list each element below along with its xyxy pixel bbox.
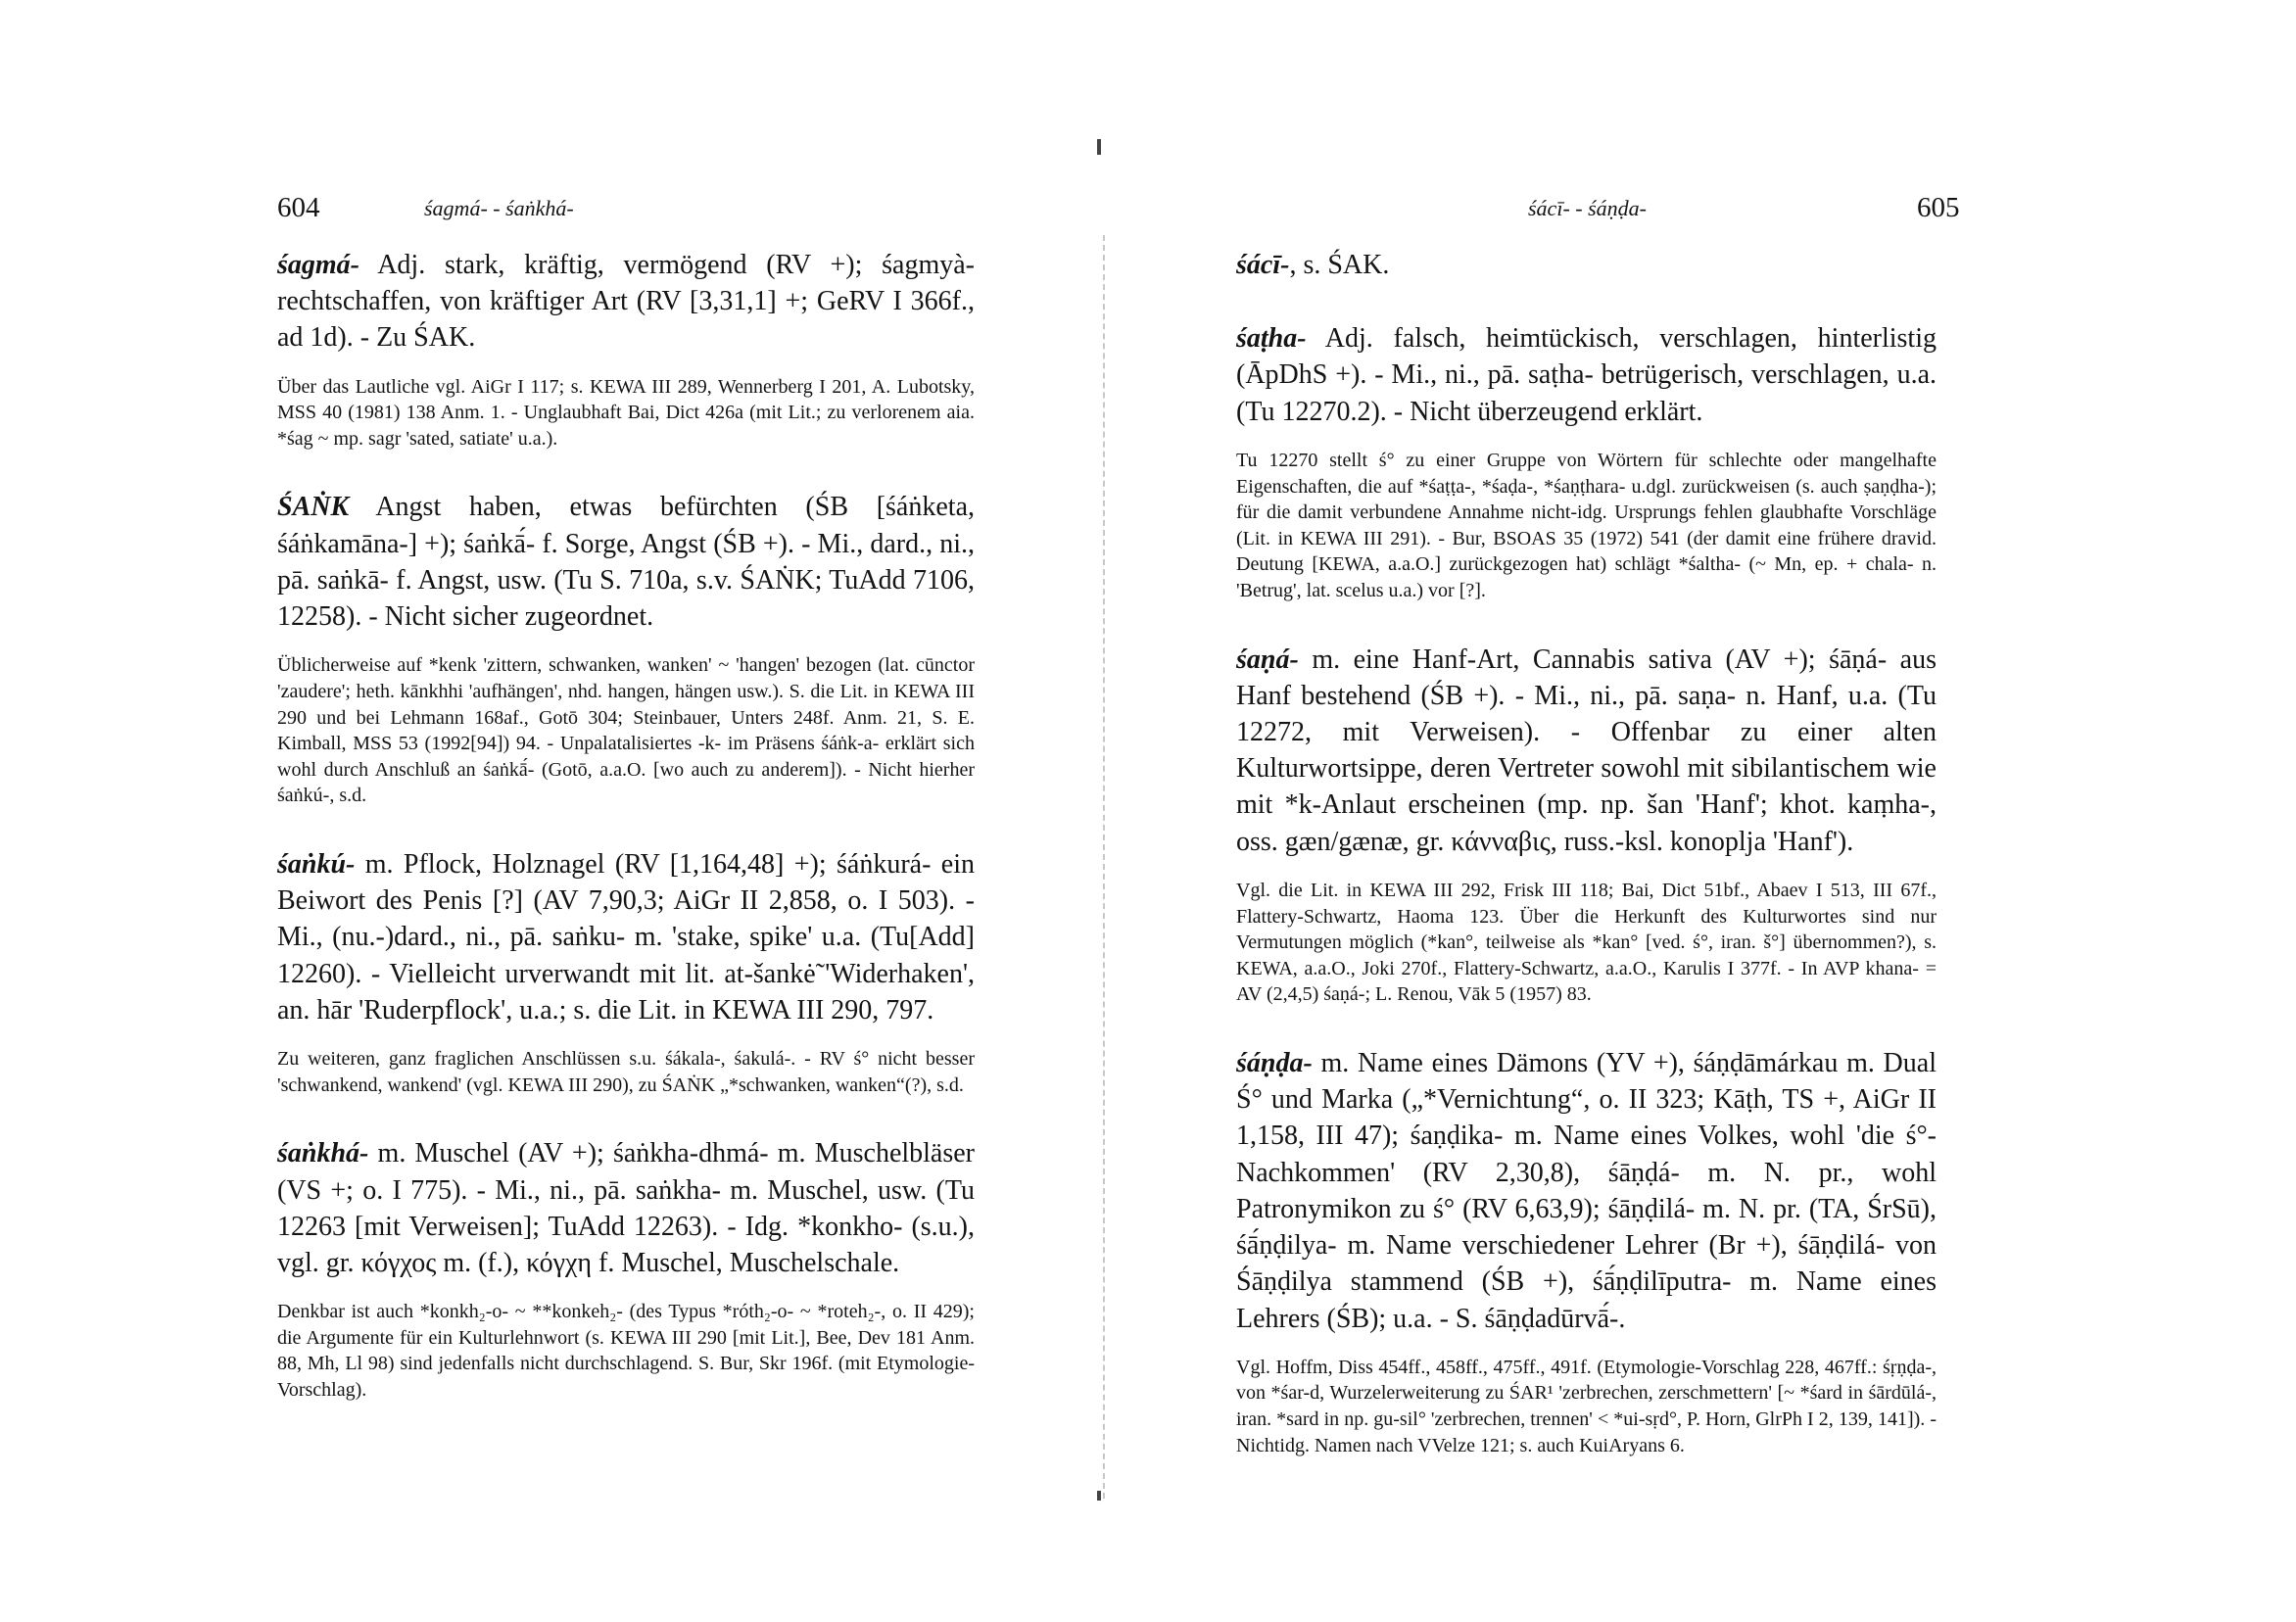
entry-note: Üblicherweise auf *kenk 'zittern, schwanken, wanken' ~ 'hangen' bezogen (lat. cūnctor 'zaudere'; heth. kānkhhi 'aufhängen', nhd. hangen, hängen usw.). S. die Lit. in KEWA III 290 und bei Lehmann 168af., Gotō 304; Steinbauer, Unters 248f. Anm. 21, S. E. Kimball, MSS 53 (1992[94]) 94. - Unpalatalisiertes -k- im Präsens śáṅk-a- erklärt sich wohl durch Anschluß an śaṅkā́- (Gotō, a.a.O. [wo auch zu anderem]). - Nicht hierher śaṅkú-, s.d. — [277, 654, 975, 807]
entry-headword: śácī- — [1236, 250, 1290, 280]
dictionary-entry — [1236, 1045, 1937, 1458]
dictionary-entry — [277, 846, 975, 1098]
entry-definition: Adj. falsch, heimtückisch, verschlagen, hinterlistig (ĀpDhS +). - Mi., ni., pā. saṭha- betrügerisch, verschlagen, u.a. (Tu 12270.2). - Nicht überzeugend erklärt. — [1236, 323, 1937, 427]
entry-note: Vgl. Hoffm, Diss 454ff., 458ff., 475ff., 491f. (Etymologie-Vorschlag 228, 467ff.: śṛṇḍa-, von *śar-d, Wurzelerweiterung zu ŚAR¹ 'zerbrechen, zerschmettern' [~ *śard in śārdūlá-, iran. *sard in np. gu-sil° 'zerbrechen, trennen' < *ui-sṛd°, P. Horn, GlrPh I 2, 139, 141]). - Nichtidg. Namen nach VVelze 121; s. auch KuiAryans 6. — [1236, 1356, 1937, 1456]
dictionary-entry — [277, 247, 975, 452]
entry-text — [1236, 247, 1937, 283]
entry-definition: m. eine Hanf-Art, Cannabis sativa (AV +); śāṇá- aus Hanf bestehend (ŚB +). - Mi., ni., pā. saṇa- n. Hanf, u.a. (Tu 12272, mit Verweisen). - Offenbar zu einer alten Kulturwortsippe, deren Vertreter sowohl mit sibilantischem wie mit *k-Anlaut erscheinen (mp. np. šan 'Hanf'; khot. kaṃha-, oss. gæn/gænæ, gr. κάνναβις, russ.-ksl. konoplja 'Hanf'). — [1236, 644, 1937, 857]
entry-text — [277, 247, 975, 357]
left-column — [277, 247, 975, 1441]
entry-headword: śagmá- — [277, 250, 359, 280]
running-head: śagmá- - śaṅkhá- — [424, 196, 574, 220]
entry-definition: m. Muschel (AV +); śaṅkha-dhmá- m. Muschelbläser (VS +; o. I 775). - Mi., ni., pā. saṅkha- m. Muschel, usw. (Tu 12263 [mit Verweisen]; TuAdd 12263). - Idg. *konkho- (s.u.), vgl. gr. κόγχος m. (f.), κόγχη f. Muschel, Muschelschale. — [277, 1138, 975, 1279]
page-number: 605 — [1917, 192, 1960, 223]
entry-note: Über das Lautliche vgl. AiGr I 117; s. KEWA III 289, Wennerberg I 201, A. Lubotsky, MSS 40 (1981) 138 Anm. 1. - Unglaubhaft Bai, Dict 426a (mit Lit.; zu verlorenem aia. *śag ~ mp. sagr 'sated, satiate' u.a.). — [277, 375, 975, 450]
entry-headword: ŚAṄK — [277, 492, 350, 523]
dictionary-entry — [1236, 642, 1937, 1008]
entry-definition: , s. ŚAK. — [1289, 250, 1390, 280]
dictionary-entry — [277, 1135, 975, 1403]
entry-note: Vgl. die Lit. in KEWA III 292, Frisk III 118; Bai, Dict 51bf., Abaev I 513, III 67f., Flattery-Schwartz, Haoma 123. Über die Herkunft des Kulturwortes sind nur Vermutungen möglich (*kan°, teilweise als *kan° [ved. ś°, iran. š°] übernommen?), s. KEWA, a.a.O., Joki 270f., Flattery-Schwartz, a.a.O., Karulis I 377f. - In AVP khana- = AV (2,4,5) śaṇá-; L. Renou, Vāk 5 (1957) 83. — [1236, 879, 1937, 1006]
entry-headword: śaṅkú- — [277, 848, 356, 880]
entry-text — [1236, 320, 1937, 430]
entry-headword: śáṇḍa- — [1236, 1047, 1313, 1078]
entry-headword: śaṅkhá- — [277, 1138, 369, 1169]
entry-note: Zu weiteren, ganz fraglichen Anschlüssen s.u. śákala-, śakulá-. - RV ś° nicht besser 'schwankend, wankend' (vgl. KEWA III 290), zu ŚAṄK „*schwanken, wanken“(?), s.d. — [277, 1048, 975, 1096]
entry-definition: m. Name eines Dämons (YV +), śáṇḍāmárkau m. Dual Ś° und Marka („*Vernichtung“, o. II 323; Kāṭh, TS +, AiGr II 1,158, III 47); śaṇḍika- m. Name eines Volkes, wohl 'die ś°-Nachkommen' (RV 2,30,8), śāṇḍá- m. N. pr., wohl Patronymikon zu ś° (RV 6,63,9); śāṇḍilá- m. N. pr. (TA, ŚrSū), śā́ṇḍilya- m. Name verschiedener Lehrer (Br +), śāṇḍilá- von Śāṇḍilya stammend (ŚB +), śā́ṇḍilīputra- m. Name eines Lehrers (ŚB); u.a. - S. śāṇḍadūrvā́-. — [1236, 1047, 1937, 1334]
entry-headword: śaṇá- — [1236, 644, 1299, 675]
right-column — [1236, 247, 1937, 1496]
entry-note: Tu 12270 stellt ś° zu einer Gruppe von Wörtern für schlechte oder mangelhafte Eigenschaften, die auf *śaṭṭa-, *śaḍa-, *śaṇṭhara- u.dgl. zurückweisen (s. auch ṣaṇḍha-); für die damit verbundene Annahme nicht-idg. Ursprungs fehlen glaubhafte Vorschläge (Lit. in KEWA III 291). - Bur, BSOAS 35 (1972) 541 (der damit eine frühere dravid. Deutung [KEWA, a.a.O.] zurückgezogen hat) schlägt *śaltha- (~ Mn, ep. + chala- n. 'Betrug', lat. scelus u.a.) vor [?]. — [1236, 449, 1937, 601]
entry-text — [277, 489, 975, 635]
entry-headword: śaṭha- — [1236, 323, 1307, 355]
entry-text — [1236, 642, 1937, 860]
entry-text — [1236, 1045, 1937, 1337]
dictionary-entry — [277, 489, 975, 809]
entry-text — [277, 846, 975, 1028]
entry-note: Denkbar ist auch *konkh₂-o- ~ **konkeh₂- (des Typus *róth₂-o- ~ *roteh₂-, o. II 429); die Argumente für ein Kulturlehnwort (s. KEWA III 290 [mit Lit.], Bee, Dev 181 Anm. 88, Mh, Ll 98) sind jedenfalls nicht durchschlagend. S. Bur, Skr 196f. (mit Etymologie-Vorschlag). — [277, 1301, 975, 1402]
entry-definition: Angst haben, etwas befürchten (ŚB [śáṅketa, śáṅkamāna-] +); śaṅkā́- f. Sorge, Angst (ŚB +). - Mi., dard., ni., pā. saṅkā- f. Angst, usw. (Tu S. 710a, s.v. ŚAṄK; TuAdd 7106, 12258). - Nicht sicher zugeordnet. — [277, 492, 975, 633]
right-page — [1148, 0, 2296, 1622]
running-head: śácī- - śáṇḍa- — [1528, 196, 1647, 220]
dictionary-entry — [1236, 320, 1937, 603]
entry-text — [277, 1135, 975, 1281]
dictionary-entry — [1236, 247, 1937, 283]
page-number: 604 — [277, 192, 320, 223]
entry-definition: Adj. stark, kräftig, vermögend (RV +); śagmyà- rechtschaffen, von kräftiger Art (RV [3,31,1] +; GeRV I 366f., ad 1d). - Zu ŚAK. — [277, 250, 975, 354]
entry-definition: m. Pflock, Holznagel (RV [1,164,48] +); śáṅkurá- ein Beiwort des Penis [?] (AV 7,90,3; AiGr II 2,858, o. I 503). - Mi., (nu.-)dard., ni., pā. saṅku- m. 'stake, spike' u.a. (Tu[Add] 12260). - Vielleicht urverwandt mit lit. at-šankė̃ 'Widerhaken', an. hār 'Ruderpflock', u.a.; s. die Lit. in KEWA III 290, 797. — [277, 848, 975, 1026]
